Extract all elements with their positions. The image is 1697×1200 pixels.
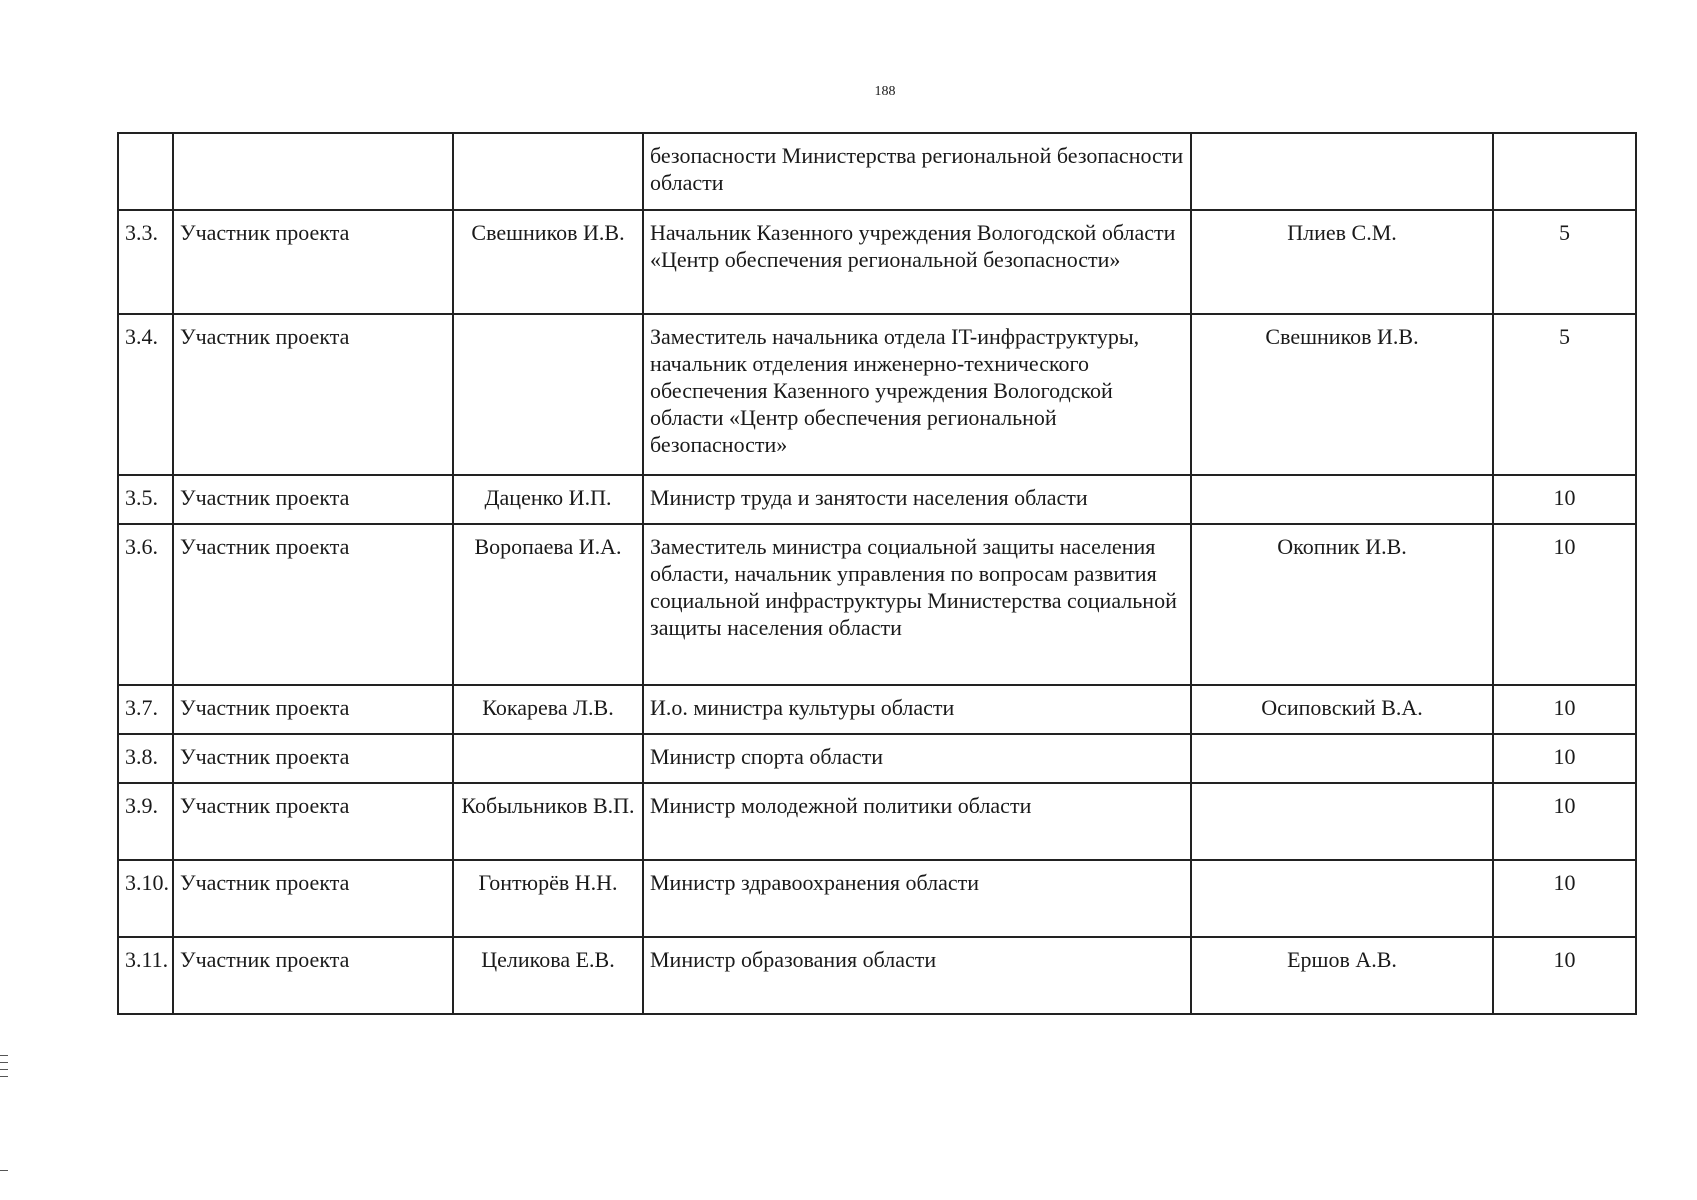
- row-name: Гонтюрёв Н.Н.: [453, 860, 643, 937]
- participants-table: [117, 132, 1637, 1015]
- row-head: Свешников И.В.: [1191, 314, 1493, 475]
- row-head: Окопник И.В.: [1191, 524, 1493, 685]
- row-head: [1191, 475, 1493, 524]
- row-value: 10: [1493, 860, 1636, 937]
- row-role: Участник проекта: [173, 524, 453, 685]
- row-position: безопасности Министерства региональной безопасности области: [643, 133, 1191, 210]
- row-head: [1191, 783, 1493, 860]
- table-row: [118, 314, 1636, 475]
- row-number: 3.4.: [118, 314, 173, 475]
- row-value: 10: [1493, 685, 1636, 734]
- row-value: 10: [1493, 475, 1636, 524]
- row-name: [453, 734, 643, 783]
- row-name: Воропаева И.А.: [453, 524, 643, 685]
- row-role: Участник проекта: [173, 783, 453, 860]
- row-head: [1191, 133, 1493, 210]
- table-row: [118, 937, 1636, 1014]
- table-row: [118, 860, 1636, 937]
- row-number: 3.7.: [118, 685, 173, 734]
- row-position: Заместитель начальника отдела IT-инфраструктуры, начальник отделения инженерно-технического обеспечения Казенного учреждения Вологодской области «Центр обеспечения региональной безопасности»: [643, 314, 1191, 475]
- row-position: Министр труда и занятости населения области: [643, 475, 1191, 524]
- row-name: Свешников И.В.: [453, 210, 643, 314]
- row-role: Участник проекта: [173, 685, 453, 734]
- row-value: 10: [1493, 783, 1636, 860]
- row-head: Плиев С.М.: [1191, 210, 1493, 314]
- row-number: 3.5.: [118, 475, 173, 524]
- table-row: [118, 524, 1636, 685]
- row-position: Министр образования области: [643, 937, 1191, 1014]
- row-name: Даценко И.П.: [453, 475, 643, 524]
- row-number: [118, 133, 173, 210]
- table-row: [118, 734, 1636, 783]
- row-role: Участник проекта: [173, 210, 453, 314]
- row-name: Целикова Е.В.: [453, 937, 643, 1014]
- row-value: 10: [1493, 734, 1636, 783]
- row-position: Министр здравоохранения области: [643, 860, 1191, 937]
- scan-margin-mark: [0, 1170, 8, 1171]
- row-position: Начальник Казенного учреждения Вологодской области «Центр обеспечения региональной безопасности»: [643, 210, 1191, 314]
- row-value: 10: [1493, 524, 1636, 685]
- row-number: 3.11.: [118, 937, 173, 1014]
- row-number: 3.9.: [118, 783, 173, 860]
- row-position: И.о. министра культуры области: [643, 685, 1191, 734]
- row-role: Участник проекта: [173, 314, 453, 475]
- table-row: [118, 685, 1636, 734]
- row-number: 3.3.: [118, 210, 173, 314]
- row-value: 10: [1493, 937, 1636, 1014]
- row-role: Участник проекта: [173, 475, 453, 524]
- row-value: [1493, 133, 1636, 210]
- row-value: 5: [1493, 210, 1636, 314]
- table-row: [118, 475, 1636, 524]
- row-name: [453, 314, 643, 475]
- table-row: [118, 210, 1636, 314]
- row-head: [1191, 860, 1493, 937]
- page-number: 188: [874, 84, 896, 99]
- row-head: Ершов А.В.: [1191, 937, 1493, 1014]
- row-head: Осиповский В.А.: [1191, 685, 1493, 734]
- row-role: Участник проекта: [173, 860, 453, 937]
- table-row: [118, 133, 1636, 210]
- row-number: 3.6.: [118, 524, 173, 685]
- row-number: 3.8.: [118, 734, 173, 783]
- row-position: Заместитель министра социальной защиты населения области, начальник управления по вопросам развития социальной инфраструктуры Министерства социальной защиты населения области: [643, 524, 1191, 685]
- row-role: Участник проекта: [173, 937, 453, 1014]
- row-number: 3.10.: [118, 860, 173, 937]
- table-row: [118, 783, 1636, 860]
- scan-margin-marks: [0, 1055, 8, 1083]
- row-role: Участник проекта: [173, 734, 453, 783]
- row-role: [173, 133, 453, 210]
- row-name: [453, 133, 643, 210]
- row-value: 5: [1493, 314, 1636, 475]
- row-position: Министр молодежной политики области: [643, 783, 1191, 860]
- row-name: Кокарева Л.В.: [453, 685, 643, 734]
- row-position: Министр спорта области: [643, 734, 1191, 783]
- row-head: [1191, 734, 1493, 783]
- row-name: Кобыльников В.П.: [453, 783, 643, 860]
